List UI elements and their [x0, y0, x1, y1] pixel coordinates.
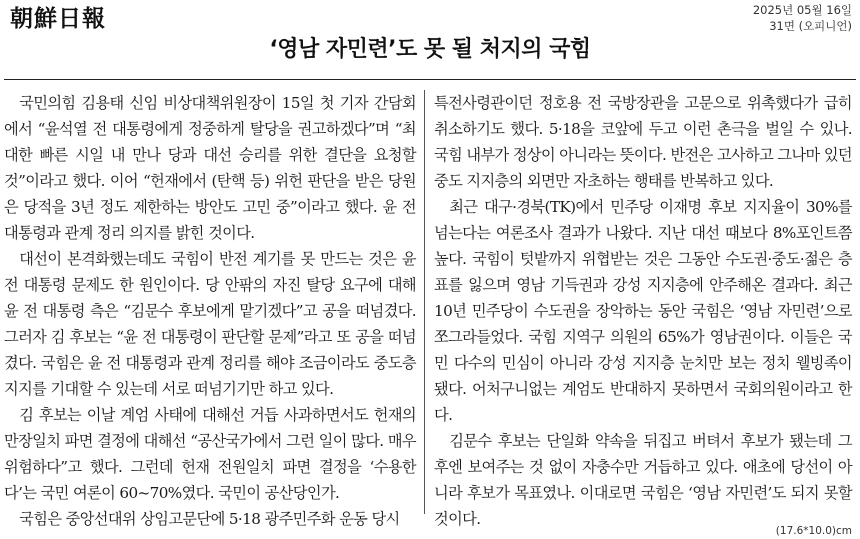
- article-column-left: [4, 90, 416, 532]
- publication-date: 2025년 05월 16일: [752, 3, 852, 17]
- article-headline: ‘영남 자민련’도 못 될 처지의 국힘: [269, 37, 591, 62]
- paragraph: 김 후보는 이날 계엄 사태에 대해선 거듭 사과하면서도 헌재의 만장일치 파면 결정에 대해선 “공산국가에서 그런 일이 많다. 매우 위험하다”고 했다. 그런데 헌재 전원일치 파면 결정을 ‘수용한다’는 국민 여론이 60~70%였다. 국민이 공산당인가.: [4, 406, 416, 502]
- page-section: 31면 (오피니언): [769, 19, 852, 33]
- column-divider: [424, 90, 425, 514]
- paragraph: 국힘은 중앙선대위 상임고문단에 5·18 광주민주화 운동 당시: [19, 510, 400, 528]
- paragraph: 국민의힘 김용태 신임 비상대책위원장이 15일 첫 기자 간담회에서 “윤석열 전 대통령에게 정중하게 탈당을 권고하겠다”며 “최대한 빠른 시일 내 만나 당과 대선 승리를 위한 결단을 요청할 것”이라고 했다. 이어 “헌재에서 (탄핵 등) 위헌 판단을 받은 당원은 당적을 3년 정도 제한하는 방안도 고민 중”이라고 했다. 윤 전 대통령과 관계 정리 의지를 밝힌 것이다.: [4, 94, 416, 242]
- clipping-size-note: (17.6*10.0)cm: [775, 525, 852, 537]
- article-meta: [753, 2, 852, 34]
- paragraph: 김문수 후보는 단일화 약속을 뒤집고 버텨서 후보가 됐는데 그 후엔 보여주는 것 없이 자충수만 거듭하고 있다. 애초에 당선이 아니라 후보가 목표였나. 이대로면 국힘은 ‘영남 자민련’도 되지 못할 것이다.: [434, 432, 852, 528]
- newspaper-masthead: 朝鮮日報: [10, 5, 106, 32]
- paragraph: 대선이 본격화했는데도 국힘이 반전 계기를 못 만드는 것은 윤 전 대통령 문제도 한 원인이다. 당 안팎의 자진 탈당 요구에 대해 윤 전 대통령 측은 “김문수 후보에게 맡기겠다”고 공을 떠넘겼다. 그러자 김 후보는 “윤 전 대통령이 판단할 문제”라고 또 공을 떠넘겼다. 국힘은 윤 전 대통령과 관계 정리를 해야 조금이라도 중도층 지지를 기대할 수 있는데 서로 떠넘기기만 하고 있다.: [4, 250, 416, 398]
- article-column-right: [434, 90, 852, 532]
- headline-rule: [4, 79, 856, 80]
- paragraph: 특전사령관이던 정호용 전 국방장관을 고문으로 위촉했다가 급히 취소하기도 했다. 5·18을 코앞에 두고 이런 촌극을 벌일 수 있나. 국힘 내부가 정상이 아니라는 뜻이다. 반전은 고사하고 그나마 있던 중도 지지층의 외면만 자초하는 행태를 반복하고 있다.: [434, 94, 852, 190]
- paragraph: 최근 대구·경북(TK)에서 민주당 이재명 후보 지지율이 30%를 넘는다는 여론조사 결과가 나왔다. 지난 대선 때보다 8%포인트쯤 높다. 국힘이 텃밭까지 위협받는 것은 그동안 수도권·중도·젊은 층 표를 잃으며 영남 기득권과 강성 지지층에 안주해온 결과다. 최근 10년 민주당이 수도권을 장악하는 동안 국힘은 ‘영남 자민련’으로 쪼그라들었다. 국힘 지역구 의원의 65%가 영남권이다. 이들은 국민 다수의 민심이 아니라 강성 지지층 눈치만 보는 정치 웰빙족이 됐다. 어처구니없는 계엄도 반대하지 못하면서 국회의원이라고 한다.: [434, 198, 852, 424]
